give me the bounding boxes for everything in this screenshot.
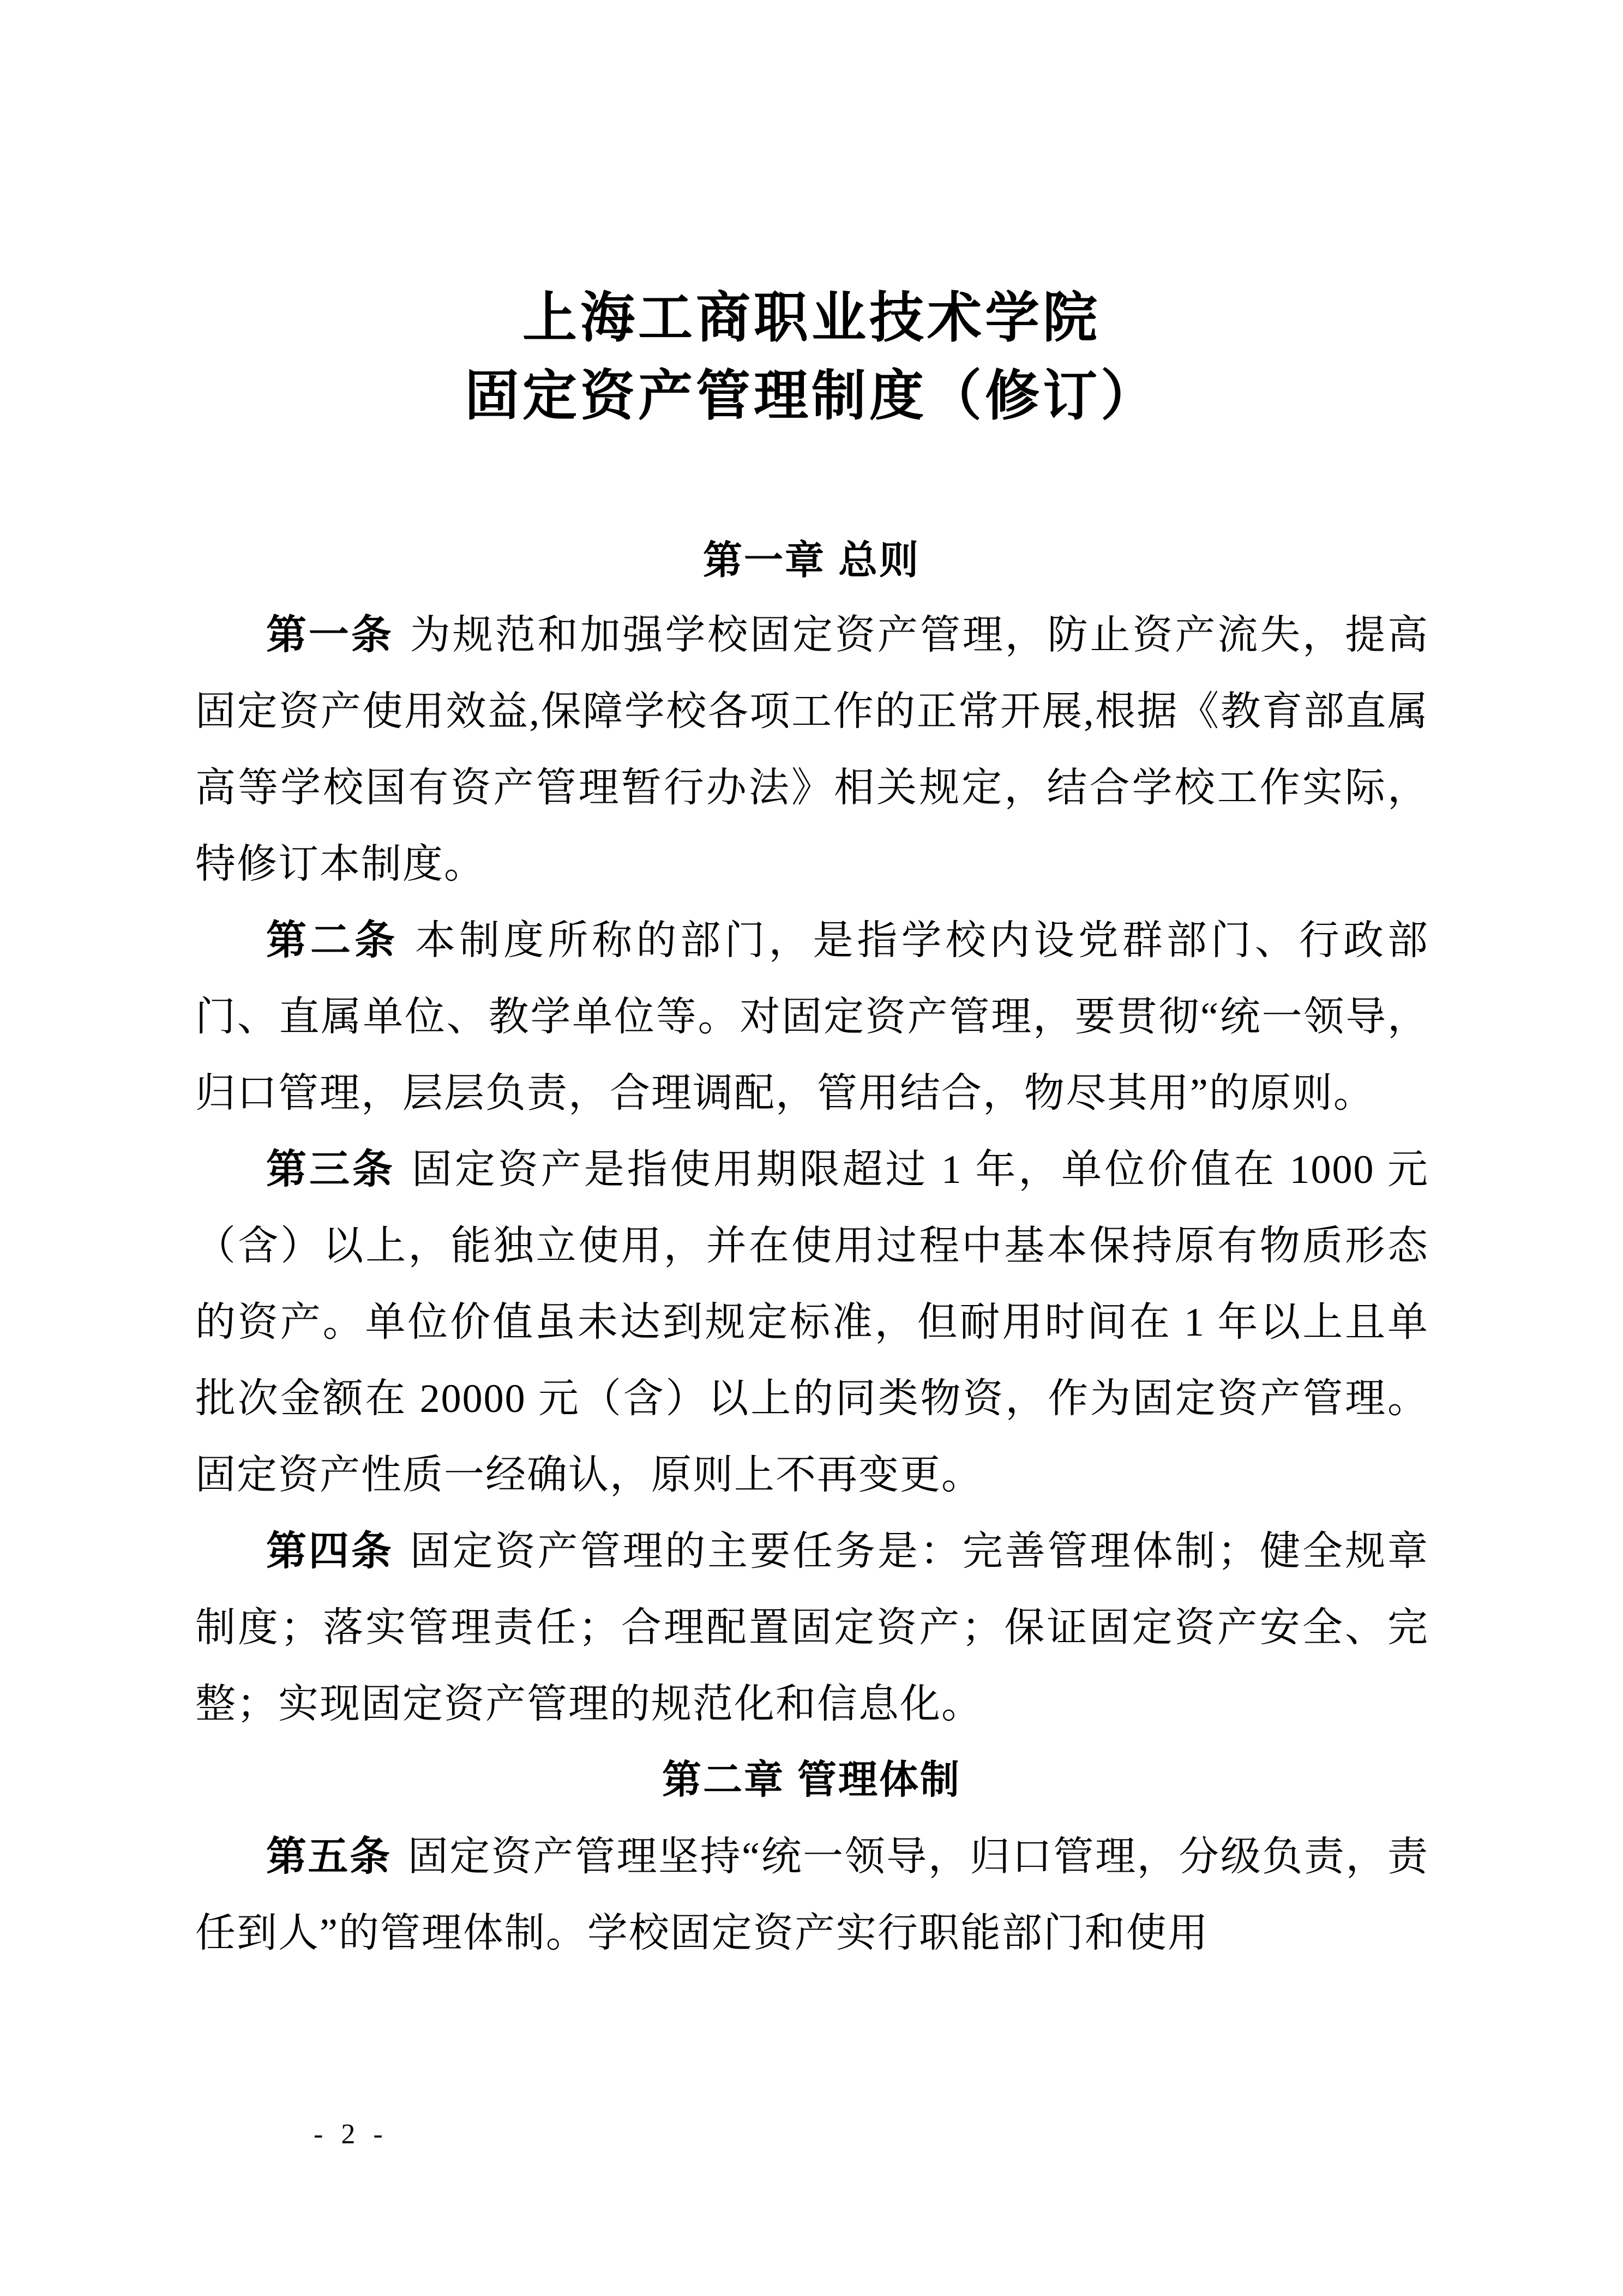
article-2-label: 第二条 bbox=[266, 917, 399, 963]
article-1-text: 为规范和加强学校固定资产管理，防止资产流失，提高固定资产使用效益,保障学校各项工作的正常开展,根据《教育部直属高等学校国有资产管理暂行办法》相关规定，结合学校工作实际，特修订本制度。 bbox=[195, 613, 1429, 887]
article-5-text: 固定资产管理坚持“统一领导，归口管理，分级负责，责任到人”的管理体制。学校固定资产实行职能部门和使用 bbox=[195, 1835, 1429, 1956]
chapter-2-heading: 第二章 管理体制 bbox=[662, 1758, 961, 1802]
article-1-paragraph bbox=[195, 597, 1429, 902]
article-4-paragraph bbox=[195, 1513, 1429, 1742]
page-number: - 2 - bbox=[314, 2119, 388, 2150]
article-3-paragraph bbox=[195, 1131, 1429, 1513]
article-1-label: 第一条 bbox=[266, 612, 394, 657]
article-4-label: 第四条 bbox=[266, 1528, 394, 1573]
article-5-label: 第五条 bbox=[266, 1834, 392, 1879]
article-4-text: 固定资产管理的主要任务是：完善管理体制；健全规章制度；落实管理责任；合理配置固定资产；保证固定资产安全、完整；实现固定资产管理的规范化和信息化。 bbox=[195, 1529, 1429, 1727]
article-2-text: 本制度所称的部门，是指学校内设党群部门、行政部门、直属单位、教学单位等。对固定资产管理，要贯彻“统一领导，归口管理，层层负责，合理调配，管用结合，物尽其用”的原则。 bbox=[195, 918, 1429, 1116]
doc-title-line1: 上海工商职业技术学院 bbox=[522, 287, 1101, 348]
article-5-paragraph bbox=[195, 1818, 1429, 1971]
doc-title-line2: 固定资产管理制度（修订） bbox=[465, 365, 1158, 426]
article-3-text: 固定资产是指使用期限超过 1 年，单位价值在 1000 元（含）以上，能独立使用，并在使用过程中基本保持原有物质形态的资产。单位价值虽未达到规定标准，但耐用时间在 1 年以上且单批次金额在 20000 元（含）以上的同类物资，作为固定资产管理。固定资产性质一经确认，原则上不再变更。 bbox=[195, 1147, 1429, 1498]
article-3-label: 第三条 bbox=[266, 1146, 395, 1192]
article-2-paragraph bbox=[195, 902, 1429, 1131]
document-title bbox=[0, 279, 1623, 435]
chapter-1-heading: 第一章 总则 bbox=[702, 539, 920, 582]
